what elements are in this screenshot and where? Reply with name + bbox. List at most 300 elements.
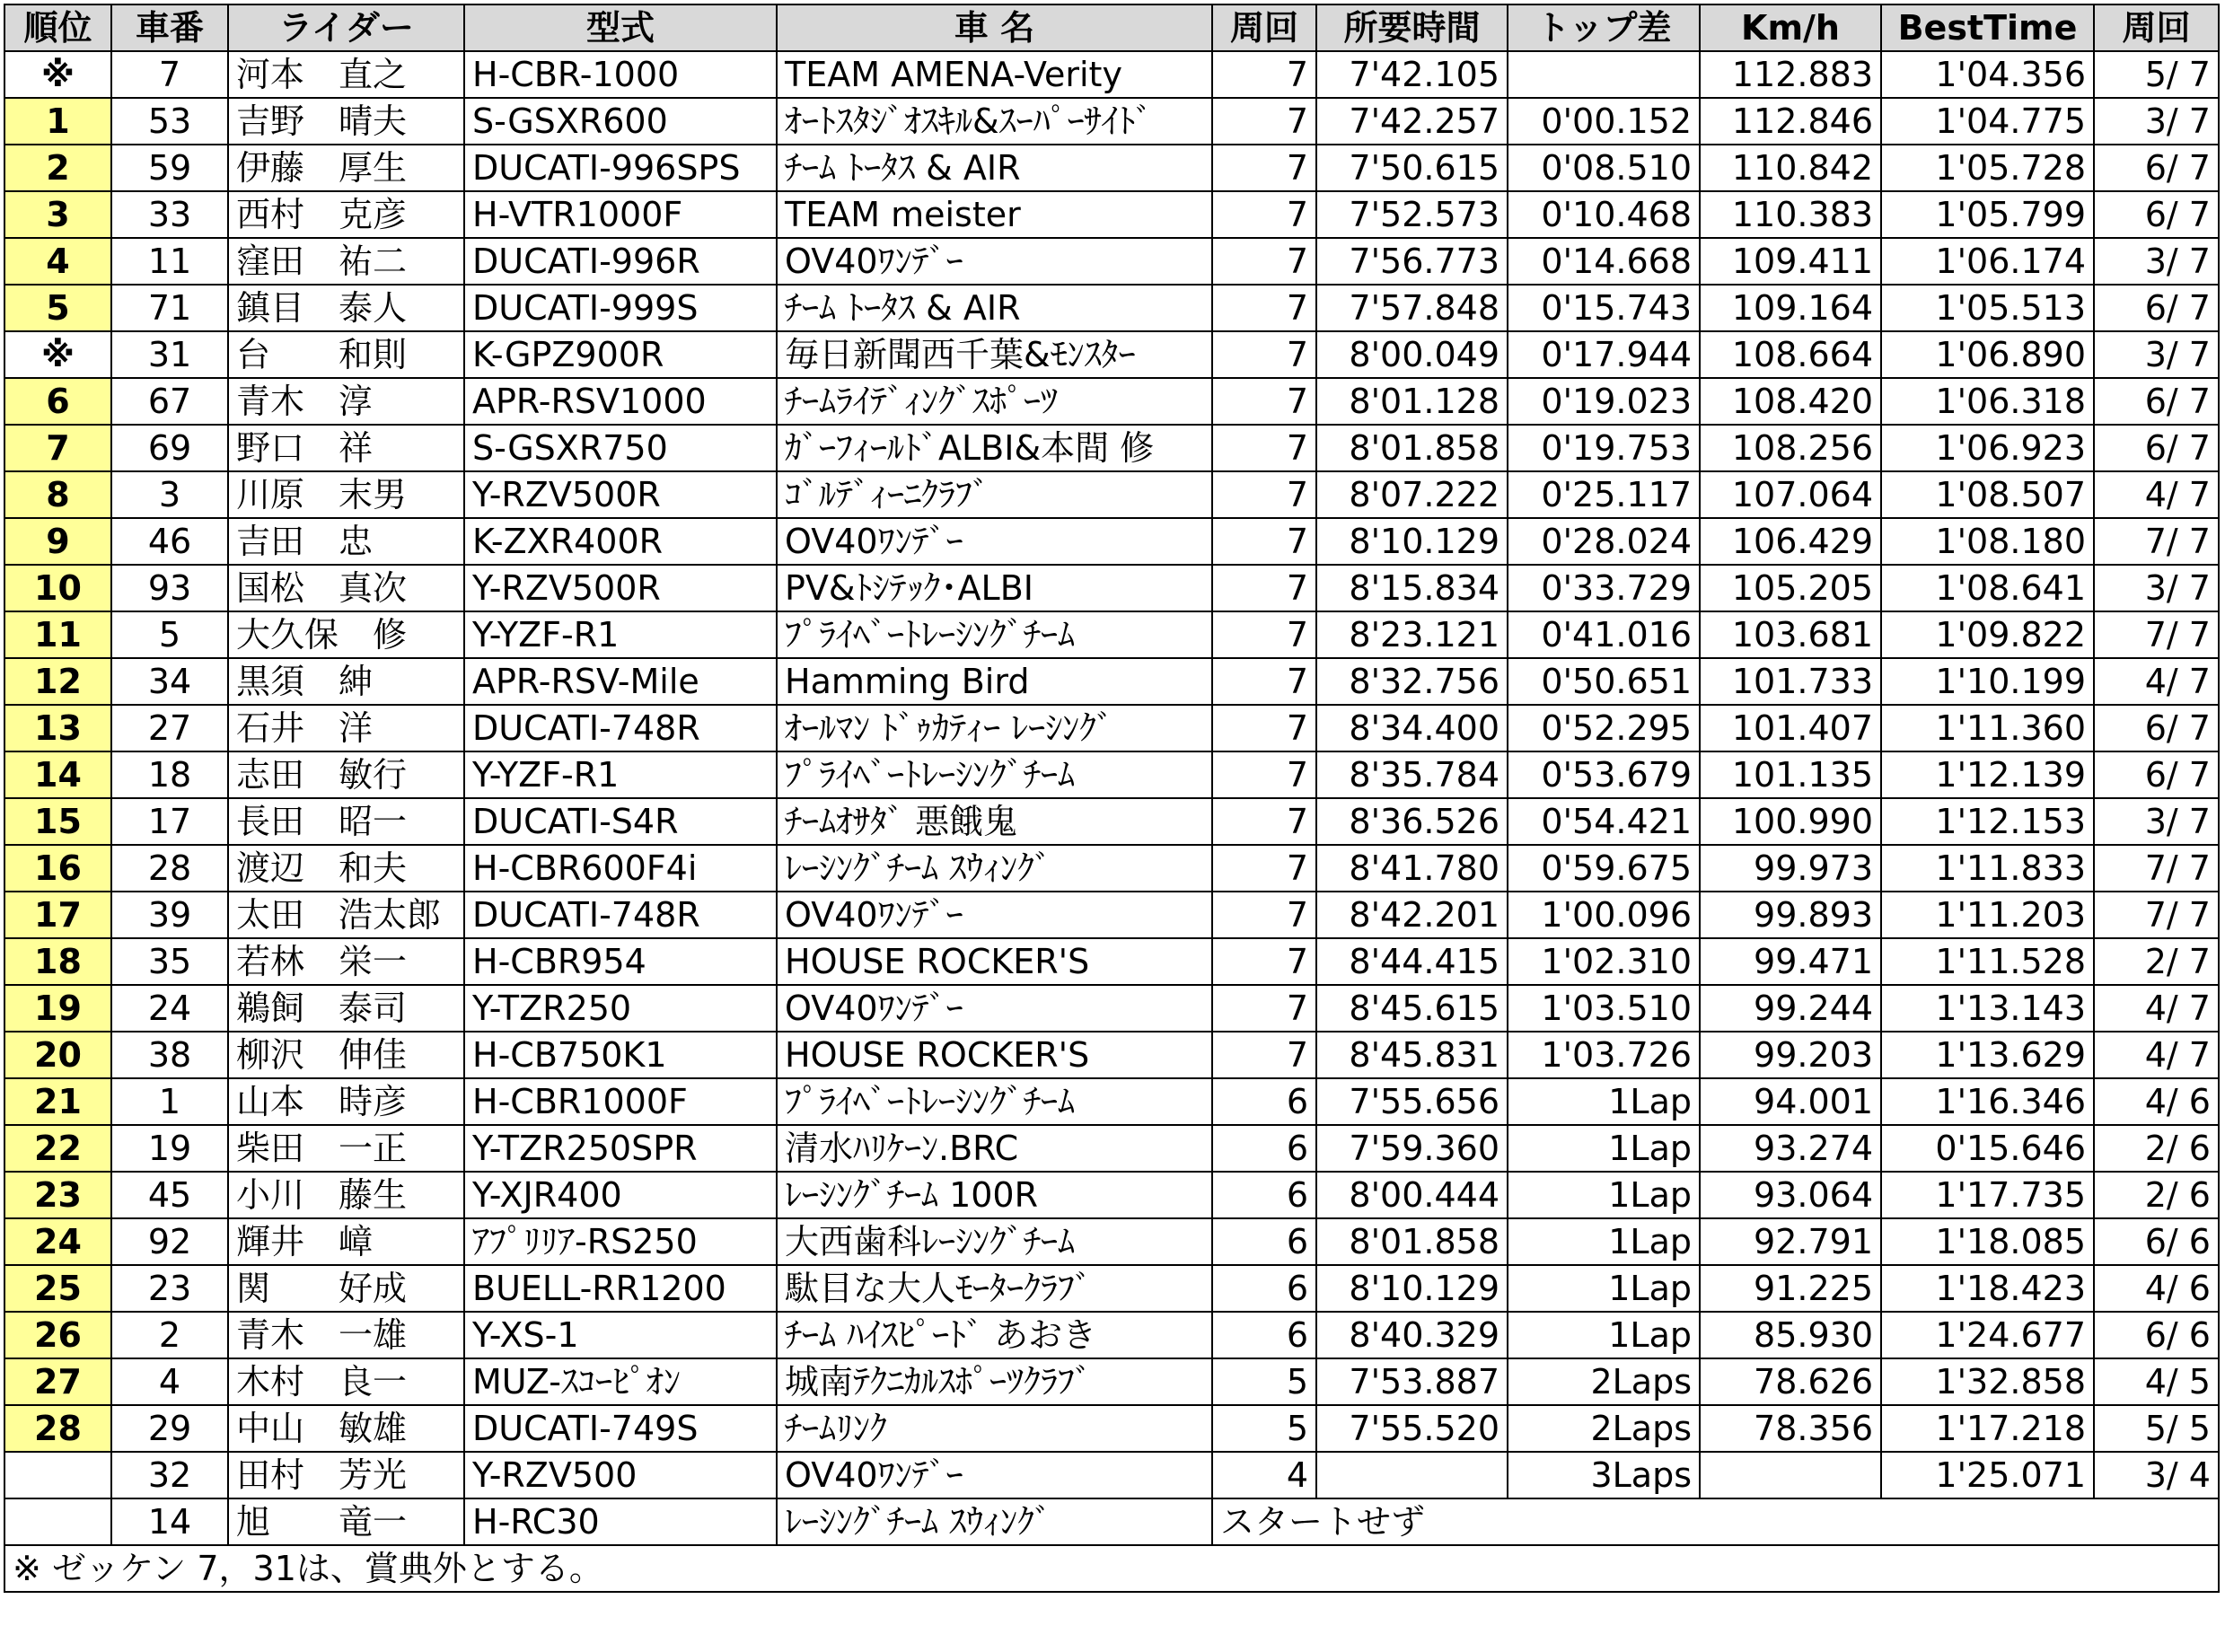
speed-cell: 99.973 [1700, 845, 1881, 892]
rider-cell: 旭 竜一 [228, 1498, 464, 1545]
number-cell: 28 [111, 845, 228, 892]
laps-cell: 7 [1212, 845, 1316, 892]
team-cell: OV40ﾜﾝﾃﾞｰ [777, 238, 1212, 285]
model-cell: DUCATI-748R [464, 892, 777, 938]
time-cell: 8'34.400 [1316, 705, 1508, 751]
number-cell: 32 [111, 1452, 228, 1498]
table-row [4, 938, 2219, 985]
laps-cell: 6 [1212, 1172, 1316, 1218]
rank-cell: 13 [4, 705, 111, 751]
rank-cell: 12 [4, 658, 111, 705]
best-time-cell: 1'05.799 [1881, 191, 2094, 238]
team-cell: ｺﾞﾙﾃﾞｨｰﾆｸﾗﾌﾞ [777, 471, 1212, 518]
number-cell: 1 [111, 1078, 228, 1125]
time-cell: 8'01.858 [1316, 425, 1508, 471]
best-lap-cell: 2/ 6 [2094, 1125, 2219, 1172]
rank-cell: 26 [4, 1312, 111, 1358]
column-header: 周回 [1212, 4, 1316, 51]
time-cell: 7'53.887 [1316, 1358, 1508, 1405]
best-time-cell: 1'05.513 [1881, 285, 2094, 331]
speed-cell: 101.733 [1700, 658, 1881, 705]
best-lap-cell: 5/ 5 [2094, 1405, 2219, 1452]
model-cell: H-RC30 [464, 1498, 777, 1545]
time-cell: 7'55.656 [1316, 1078, 1508, 1125]
number-cell: 33 [111, 191, 228, 238]
team-cell: ﾚｰｼﾝｸﾞﾁｰﾑ 100R [777, 1172, 1212, 1218]
speed-cell: 92.791 [1700, 1218, 1881, 1265]
speed-cell: 85.930 [1700, 1312, 1881, 1358]
rank-cell: 1 [4, 98, 111, 145]
table-row [4, 1265, 2219, 1312]
model-cell: Y-YZF-R1 [464, 751, 777, 798]
rank-cell: 3 [4, 191, 111, 238]
table-row [4, 285, 2219, 331]
laps-cell: 7 [1212, 331, 1316, 378]
model-cell: H-CBR600F4i [464, 845, 777, 892]
gap-cell: 1'02.310 [1508, 938, 1700, 985]
model-cell: K-GPZ900R [464, 331, 777, 378]
time-cell: 7'57.848 [1316, 285, 1508, 331]
rider-cell: 志田 敏行 [228, 751, 464, 798]
model-cell: ｱﾌﾟﾘﾘｱ-RS250 [464, 1218, 777, 1265]
best-time-cell: 1'06.923 [1881, 425, 2094, 471]
best-lap-cell: 7/ 7 [2094, 892, 2219, 938]
number-cell: 4 [111, 1358, 228, 1405]
team-cell: OV40ﾜﾝﾃﾞｰ [777, 985, 1212, 1032]
best-lap-cell: 6/ 7 [2094, 425, 2219, 471]
laps-cell: 7 [1212, 51, 1316, 98]
laps-cell: 7 [1212, 798, 1316, 845]
team-cell: ﾚｰｼﾝｸﾞﾁｰﾑ ｽｳｨﾝｸﾞ [777, 1498, 1212, 1545]
team-cell: PV&ﾄｼﾃｯｸ･ALBI [777, 565, 1212, 611]
number-cell: 31 [111, 331, 228, 378]
laps-cell: 6 [1212, 1218, 1316, 1265]
rider-cell: 鵜飼 泰司 [228, 985, 464, 1032]
column-header: 所要時間 [1316, 4, 1508, 51]
speed-cell: 99.893 [1700, 892, 1881, 938]
time-cell: 8'23.121 [1316, 611, 1508, 658]
table-row [4, 1312, 2219, 1358]
column-header: ライダー [228, 4, 464, 51]
column-header: 型式 [464, 4, 777, 51]
laps-cell: 7 [1212, 1032, 1316, 1078]
best-time-cell: 1'11.203 [1881, 892, 2094, 938]
laps-cell: 7 [1212, 471, 1316, 518]
laps-cell: 7 [1212, 518, 1316, 565]
model-cell: DUCATI-748R [464, 705, 777, 751]
model-cell: Y-RZV500R [464, 471, 777, 518]
number-cell: 24 [111, 985, 228, 1032]
model-cell: Y-RZV500R [464, 565, 777, 611]
time-cell: 8'44.415 [1316, 938, 1508, 985]
rank-cell: 11 [4, 611, 111, 658]
gap-cell: 1Lap [1508, 1078, 1700, 1125]
rider-cell: 輝井 嶂 [228, 1218, 464, 1265]
rank-cell: 16 [4, 845, 111, 892]
table-row [4, 1125, 2219, 1172]
speed-cell: 108.420 [1700, 378, 1881, 425]
model-cell: S-GSXR600 [464, 98, 777, 145]
best-lap-cell: 2/ 6 [2094, 1172, 2219, 1218]
gap-cell: 0'08.510 [1508, 145, 1700, 191]
time-cell: 7'56.773 [1316, 238, 1508, 285]
speed-cell: 110.383 [1700, 191, 1881, 238]
speed-cell: 112.883 [1700, 51, 1881, 98]
speed-cell: 94.001 [1700, 1078, 1881, 1125]
laps-cell: 7 [1212, 285, 1316, 331]
laps-cell: 4 [1212, 1452, 1316, 1498]
rank-cell: 4 [4, 238, 111, 285]
best-lap-cell: 4/ 7 [2094, 985, 2219, 1032]
number-cell: 67 [111, 378, 228, 425]
speed-cell: 109.411 [1700, 238, 1881, 285]
best-time-cell: 1'25.071 [1881, 1452, 2094, 1498]
best-time-cell: 1'24.677 [1881, 1312, 2094, 1358]
table-row [4, 985, 2219, 1032]
time-cell: 8'07.222 [1316, 471, 1508, 518]
speed-cell: 108.664 [1700, 331, 1881, 378]
column-header: Km/h [1700, 4, 1881, 51]
best-time-cell: 1'06.318 [1881, 378, 2094, 425]
speed-cell: 91.225 [1700, 1265, 1881, 1312]
best-lap-cell: 3/ 7 [2094, 798, 2219, 845]
speed-cell: 78.626 [1700, 1358, 1881, 1405]
team-cell: ﾁｰﾑﾘﾝｸ [777, 1405, 1212, 1452]
number-cell: 69 [111, 425, 228, 471]
best-lap-cell: 4/ 5 [2094, 1358, 2219, 1405]
rank-cell: 8 [4, 471, 111, 518]
number-cell: 27 [111, 705, 228, 751]
number-cell: 93 [111, 565, 228, 611]
time-cell: 7'59.360 [1316, 1125, 1508, 1172]
gap-cell: 0'19.023 [1508, 378, 1700, 425]
rank-cell: 2 [4, 145, 111, 191]
number-cell: 45 [111, 1172, 228, 1218]
team-cell: 城南ﾃｸﾆｶﾙｽﾎﾟｰﾂｸﾗﾌﾞ [777, 1358, 1212, 1405]
time-cell: 7'42.257 [1316, 98, 1508, 145]
gap-cell: 1Lap [1508, 1125, 1700, 1172]
best-time-cell: 1'18.423 [1881, 1265, 2094, 1312]
gap-cell: 1Lap [1508, 1312, 1700, 1358]
gap-cell: 1Lap [1508, 1265, 1700, 1312]
laps-cell: 7 [1212, 705, 1316, 751]
rider-cell: 山本 時彦 [228, 1078, 464, 1125]
speed-cell: 108.256 [1700, 425, 1881, 471]
gap-cell: 0'52.295 [1508, 705, 1700, 751]
speed-cell: 109.164 [1700, 285, 1881, 331]
speed-cell: 107.064 [1700, 471, 1881, 518]
best-time-cell: 1'18.085 [1881, 1218, 2094, 1265]
best-time-cell: 1'11.833 [1881, 845, 2094, 892]
table-row [4, 1358, 2219, 1405]
rider-cell: 川原 末男 [228, 471, 464, 518]
time-cell: 8'41.780 [1316, 845, 1508, 892]
laps-cell: 7 [1212, 892, 1316, 938]
rider-cell: 西村 克彦 [228, 191, 464, 238]
best-lap-cell: 3/ 4 [2094, 1452, 2219, 1498]
speed-cell: 93.064 [1700, 1172, 1881, 1218]
best-lap-cell: 6/ 7 [2094, 191, 2219, 238]
number-cell: 39 [111, 892, 228, 938]
table-row [4, 1172, 2219, 1218]
rider-cell: 台 和則 [228, 331, 464, 378]
number-cell: 2 [111, 1312, 228, 1358]
speed-cell: 101.135 [1700, 751, 1881, 798]
team-cell: ｵｰﾄｽﾀｼﾞｵｽｷﾙ&ｽｰﾊﾟｰｻｲﾄﾞ [777, 98, 1212, 145]
best-time-cell: 1'09.822 [1881, 611, 2094, 658]
table-row [4, 425, 2219, 471]
model-cell: DUCATI-999S [464, 285, 777, 331]
best-time-cell: 1'08.507 [1881, 471, 2094, 518]
time-cell: 8'01.128 [1316, 378, 1508, 425]
column-header: トップ差 [1508, 4, 1700, 51]
laps-cell: 7 [1212, 938, 1316, 985]
speed-cell: 101.407 [1700, 705, 1881, 751]
number-cell: 7 [111, 51, 228, 98]
team-cell: TEAM AMENA-Verity [777, 51, 1212, 98]
footnote-row [4, 1545, 2219, 1592]
rank-cell [4, 1452, 111, 1498]
rank-cell: 20 [4, 1032, 111, 1078]
table-row [4, 238, 2219, 285]
laps-cell: 7 [1212, 658, 1316, 705]
rank-cell: 21 [4, 1078, 111, 1125]
best-time-cell: 1'17.218 [1881, 1405, 2094, 1452]
rider-cell: 吉田 忠 [228, 518, 464, 565]
best-time-cell: 0'15.646 [1881, 1125, 2094, 1172]
table-row [4, 378, 2219, 425]
table-row [4, 98, 2219, 145]
model-cell: S-GSXR750 [464, 425, 777, 471]
table-row [4, 658, 2219, 705]
model-cell: DUCATI-749S [464, 1405, 777, 1452]
rank-cell: 18 [4, 938, 111, 985]
gap-cell: 2Laps [1508, 1405, 1700, 1452]
time-cell [1316, 1452, 1508, 1498]
time-cell: 8'45.615 [1316, 985, 1508, 1032]
best-lap-cell: 6/ 7 [2094, 285, 2219, 331]
table-row [4, 705, 2219, 751]
number-cell: 23 [111, 1265, 228, 1312]
laps-cell: 7 [1212, 191, 1316, 238]
rank-cell: 27 [4, 1358, 111, 1405]
rider-cell: 鎮目 泰人 [228, 285, 464, 331]
speed-cell: 99.471 [1700, 938, 1881, 985]
gap-cell: 0'50.651 [1508, 658, 1700, 705]
best-lap-cell: 3/ 7 [2094, 98, 2219, 145]
rider-cell: 青木 淳 [228, 378, 464, 425]
team-cell: 清水ﾊﾘｹｰﾝ.BRC [777, 1125, 1212, 1172]
table-row [4, 845, 2219, 892]
rider-cell: 田村 芳光 [228, 1452, 464, 1498]
speed-cell: 112.846 [1700, 98, 1881, 145]
laps-cell: 7 [1212, 378, 1316, 425]
time-cell: 8'36.526 [1316, 798, 1508, 845]
table-row [4, 51, 2219, 98]
table-row [4, 518, 2219, 565]
speed-cell: 106.429 [1700, 518, 1881, 565]
model-cell: K-ZXR400R [464, 518, 777, 565]
laps-cell: 7 [1212, 425, 1316, 471]
rider-cell: 野口 祥 [228, 425, 464, 471]
model-cell: DUCATI-996SPS [464, 145, 777, 191]
time-cell: 8'32.756 [1316, 658, 1508, 705]
time-cell: 8'42.201 [1316, 892, 1508, 938]
best-lap-cell: 7/ 7 [2094, 845, 2219, 892]
best-time-cell: 1'13.629 [1881, 1032, 2094, 1078]
team-cell: ﾁｰﾑ ﾄｰﾀｽ & AIR [777, 145, 1212, 191]
rank-cell: 23 [4, 1172, 111, 1218]
speed-cell: 93.274 [1700, 1125, 1881, 1172]
gap-cell: 0'59.675 [1508, 845, 1700, 892]
time-cell: 8'10.129 [1316, 518, 1508, 565]
best-time-cell: 1'11.360 [1881, 705, 2094, 751]
best-time-cell: 1'16.346 [1881, 1078, 2094, 1125]
laps-cell: 7 [1212, 565, 1316, 611]
gap-cell: 3Laps [1508, 1452, 1700, 1498]
time-cell: 7'50.615 [1316, 145, 1508, 191]
results-body [4, 51, 2219, 1592]
table-row [4, 1405, 2219, 1452]
best-time-cell: 1'06.174 [1881, 238, 2094, 285]
team-cell: 大西歯科ﾚｰｼﾝｸﾞﾁｰﾑ [777, 1218, 1212, 1265]
best-lap-cell: 4/ 7 [2094, 658, 2219, 705]
best-lap-cell: 7/ 7 [2094, 518, 2219, 565]
number-cell: 17 [111, 798, 228, 845]
rider-cell: 柳沢 伸佳 [228, 1032, 464, 1078]
rider-cell: 石井 洋 [228, 705, 464, 751]
speed-cell [1700, 1452, 1881, 1498]
time-cell: 7'52.573 [1316, 191, 1508, 238]
best-time-cell: 1'08.180 [1881, 518, 2094, 565]
gap-cell: 0'54.421 [1508, 798, 1700, 845]
team-cell: ﾚｰｼﾝｸﾞﾁｰﾑ ｽｳｨﾝｸﾞ [777, 845, 1212, 892]
team-cell: ﾌﾟﾗｲﾍﾞｰﾄﾚｰｼﾝｸﾞﾁｰﾑ [777, 611, 1212, 658]
time-cell: 8'35.784 [1316, 751, 1508, 798]
gap-cell: 1Lap [1508, 1172, 1700, 1218]
team-cell: ﾌﾟﾗｲﾍﾞｰﾄﾚｰｼﾝｸﾞﾁｰﾑ [777, 1078, 1212, 1125]
gap-cell: 0'28.024 [1508, 518, 1700, 565]
number-cell: 14 [111, 1498, 228, 1545]
rider-cell: 柴田 一正 [228, 1125, 464, 1172]
speed-cell: 100.990 [1700, 798, 1881, 845]
gap-cell: 1'00.096 [1508, 892, 1700, 938]
best-lap-cell: 4/ 7 [2094, 1032, 2219, 1078]
number-cell: 59 [111, 145, 228, 191]
best-lap-cell: 6/ 6 [2094, 1218, 2219, 1265]
rank-cell: 25 [4, 1265, 111, 1312]
number-cell: 18 [111, 751, 228, 798]
laps-cell: 5 [1212, 1405, 1316, 1452]
gap-cell: 0'53.679 [1508, 751, 1700, 798]
best-lap-cell: 6/ 7 [2094, 751, 2219, 798]
best-lap-cell: 6/ 6 [2094, 1312, 2219, 1358]
gap-cell: 0'00.152 [1508, 98, 1700, 145]
time-cell: 7'42.105 [1316, 51, 1508, 98]
table-row-dns [4, 1498, 2219, 1545]
model-cell: Y-RZV500 [464, 1452, 777, 1498]
best-lap-cell: 4/ 7 [2094, 471, 2219, 518]
rank-cell: 10 [4, 565, 111, 611]
rider-cell: 渡辺 和夫 [228, 845, 464, 892]
team-cell: OV40ﾜﾝﾃﾞｰ [777, 1452, 1212, 1498]
table-row [4, 471, 2219, 518]
team-cell: 駄目な大人ﾓｰﾀｰｸﾗﾌﾞ [777, 1265, 1212, 1312]
footnote: ※ ゼッケン 7，31は、賞典外とする。 [4, 1545, 2219, 1592]
best-time-cell: 1'13.143 [1881, 985, 2094, 1032]
rider-cell: 長田 昭一 [228, 798, 464, 845]
rider-cell: 伊藤 厚生 [228, 145, 464, 191]
column-header: 車番 [111, 4, 228, 51]
gap-cell [1508, 51, 1700, 98]
table-row [4, 611, 2219, 658]
time-cell: 8'01.858 [1316, 1218, 1508, 1265]
model-cell: Y-TZR250 [464, 985, 777, 1032]
best-time-cell: 1'11.528 [1881, 938, 2094, 985]
model-cell: DUCATI-S4R [464, 798, 777, 845]
rider-cell: 青木 一雄 [228, 1312, 464, 1358]
model-cell: H-CBR1000F [464, 1078, 777, 1125]
rank-cell: 22 [4, 1125, 111, 1172]
column-header: 周回 [2094, 4, 2219, 51]
team-cell: ﾁｰﾑ ﾊｲｽﾋﾟｰﾄﾞ あおき [777, 1312, 1212, 1358]
number-cell: 5 [111, 611, 228, 658]
table-row [4, 1078, 2219, 1125]
best-lap-cell: 3/ 7 [2094, 238, 2219, 285]
team-cell: ﾁｰﾑ ﾄｰﾀｽ & AIR [777, 285, 1212, 331]
best-time-cell: 1'17.735 [1881, 1172, 2094, 1218]
team-cell: HOUSE ROCKER'S [777, 938, 1212, 985]
rider-cell: 太田 浩太郎 [228, 892, 464, 938]
model-cell: H-CBR-1000 [464, 51, 777, 98]
rider-cell: 関 好成 [228, 1265, 464, 1312]
rank-cell [4, 1498, 111, 1545]
best-time-cell: 1'06.890 [1881, 331, 2094, 378]
number-cell: 92 [111, 1218, 228, 1265]
laps-cell: 7 [1212, 98, 1316, 145]
column-header: 車 名 [777, 4, 1212, 51]
number-cell: 38 [111, 1032, 228, 1078]
laps-cell: 6 [1212, 1125, 1316, 1172]
best-time-cell: 1'12.139 [1881, 751, 2094, 798]
table-row [4, 1032, 2219, 1078]
team-cell: ｶﾞｰﾌｨｰﾙﾄﾞALBI&本間 修 [777, 425, 1212, 471]
gap-cell: 0'14.668 [1508, 238, 1700, 285]
time-cell: 8'00.444 [1316, 1172, 1508, 1218]
best-lap-cell: 4/ 6 [2094, 1078, 2219, 1125]
best-time-cell: 1'05.728 [1881, 145, 2094, 191]
rank-cell: 7 [4, 425, 111, 471]
laps-cell: 6 [1212, 1078, 1316, 1125]
model-cell: H-CB750K1 [464, 1032, 777, 1078]
table-row [4, 145, 2219, 191]
team-cell: ﾁｰﾑｵｻﾀﾞ 悪餓鬼 [777, 798, 1212, 845]
column-header: 順位 [4, 4, 111, 51]
table-row [4, 798, 2219, 845]
column-header: BestTime [1881, 4, 2094, 51]
team-cell: OV40ﾜﾝﾃﾞｰ [777, 518, 1212, 565]
model-cell: Y-TZR250SPR [464, 1125, 777, 1172]
rider-cell: 窪田 祐二 [228, 238, 464, 285]
model-cell: APR-RSV-Mile [464, 658, 777, 705]
table-row [4, 1452, 2219, 1498]
table-row [4, 565, 2219, 611]
team-cell: Hamming Bird [777, 658, 1212, 705]
gap-cell: 0'15.743 [1508, 285, 1700, 331]
laps-cell: 7 [1212, 238, 1316, 285]
gap-cell: 0'41.016 [1508, 611, 1700, 658]
rider-cell: 国松 真次 [228, 565, 464, 611]
